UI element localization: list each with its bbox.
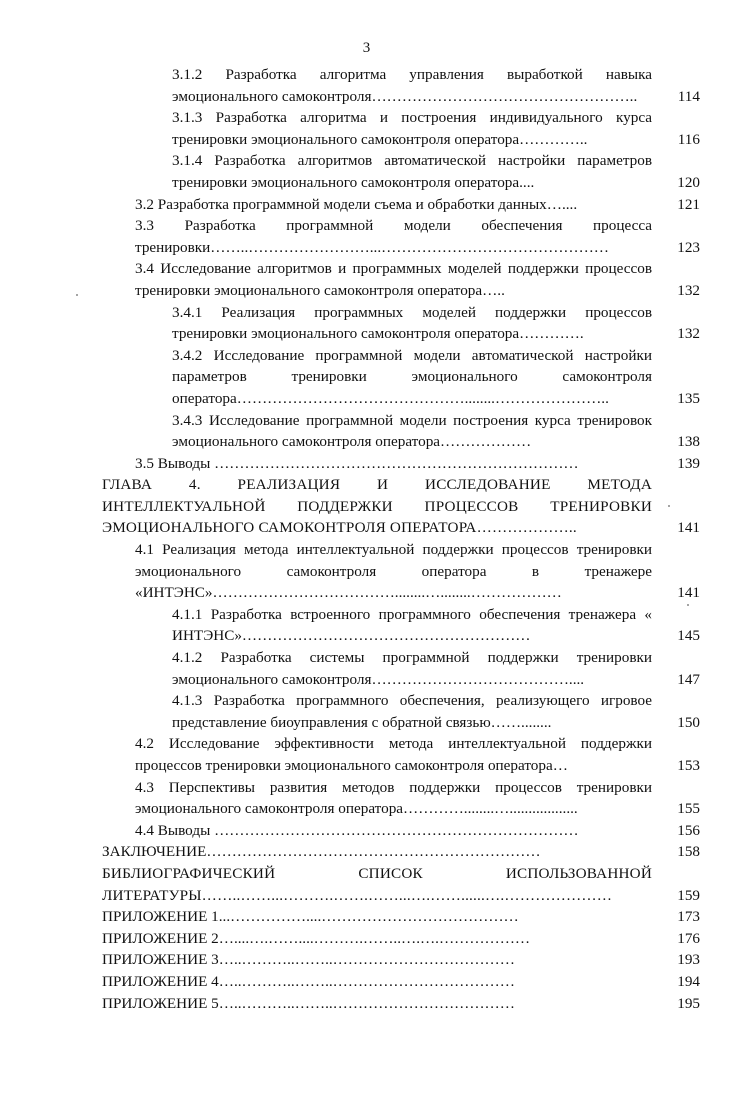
toc-entry-appendix-3	[102, 949, 700, 971]
toc-entry-3-2	[135, 194, 700, 216]
toc-entry-title: 4.3 Перспективы развития методов поддержки процессов тренировки эмоционального самоконтроля оператора…………........…..................	[135, 778, 652, 818]
toc-entry-page: 132	[677, 281, 700, 299]
toc-entry-4-2	[135, 733, 700, 776]
toc-entry-page: 194	[677, 972, 700, 990]
toc-entry-title: 3.5 Выводы ………………………………………………………………	[135, 454, 579, 472]
toc-entry-title: ЗАКЛЮЧЕНИЕ…………………………………………………………	[102, 843, 541, 861]
toc-entry-appendix-4	[102, 971, 700, 993]
toc-entry-4-1	[135, 539, 700, 604]
toc-entry-page: 139	[677, 454, 700, 472]
scan-speck	[76, 294, 78, 296]
toc-entry-3-4-2	[172, 345, 700, 410]
toc-entry-appendix-2	[102, 928, 700, 950]
table-of-contents	[102, 64, 700, 1014]
toc-entry-title: 3.4.2 Исследование программной модели автоматической настройки параметров тренировки эмоционального самоконтроля оператора………………………………………........…………………..	[172, 346, 652, 407]
toc-entry-3-4	[135, 258, 700, 301]
toc-entry-3-4-1	[172, 302, 700, 345]
toc-entry-page: 141	[677, 584, 700, 602]
toc-entry-4-1-2	[172, 647, 700, 690]
toc-entry-3-1-4	[172, 150, 700, 193]
toc-entry-title: 3.2 Разработка программной модели съема и обработки данных…....	[135, 195, 578, 213]
toc-entry-appendix-1	[102, 906, 700, 928]
toc-entry-3-1-3	[172, 107, 700, 150]
toc-entry-page: 193	[677, 951, 700, 969]
toc-entry-title: ПРИЛОЖЕНИЕ 3…..………..……..………………………………	[102, 951, 515, 969]
toc-entry-conclusion	[102, 841, 700, 863]
toc-entry-3-5	[135, 453, 700, 475]
scan-speck	[687, 604, 689, 606]
toc-entry-title: 3.4.3 Исследование программной модели построения курса тренировок эмоционального самоконтроля оператора………………	[172, 411, 652, 451]
toc-entry-4-3	[135, 777, 700, 820]
toc-entry-page: 159	[677, 886, 700, 904]
toc-entry-3-1-2	[172, 64, 700, 107]
toc-entry-page: 141	[677, 519, 700, 537]
page-number: 3	[362, 40, 371, 56]
toc-entry-title: 4.1.3 Разработка программного обеспечения, реализующего игровое представление биоуправления с обратной связью……........	[172, 692, 652, 731]
toc-entry-page: 114	[677, 87, 700, 105]
scan-speck	[668, 505, 670, 507]
toc-entry-page: 150	[677, 713, 700, 731]
toc-entry-bibliography	[102, 863, 700, 906]
toc-entry-title: ГЛАВА 4. РЕАЛИЗАЦИЯ И ИССЛЕДОВАНИЕ МЕТОДА ИНТЕЛЛЕКТУАЛЬНОЙ ПОДДЕРЖКИ ПРОЦЕССОВ ТРЕНИРОВКИ ЭМОЦИОНАЛЬНОГО САМОКОНТРОЛЯ ОПЕРАТОРА………………..	[102, 476, 652, 537]
toc-entry-page: 173	[677, 908, 700, 926]
toc-entry-title: 3.3 Разработка программной модели обеспечения процесса тренировки……..……………………...………………………………………	[135, 217, 652, 256]
toc-entry-page: 153	[677, 757, 700, 774]
toc-entry-title: ПРИЛОЖЕНИЕ 4…..………..……..………………………………	[102, 972, 515, 990]
toc-entry-title: 3.1.2 Разработка алгоритма управления выработкой навыка эмоционального самоконтроля……………………………………………..	[172, 66, 652, 105]
toc-entry-title: 3.4.1 Реализация программных моделей поддержки процессов тренировки эмоционального самоконтроля оператора………….	[172, 303, 652, 343]
toc-entry-page: 132	[677, 325, 700, 343]
toc-entry-title: 4.1 Реализация метода интеллектуальной поддержки процессов тренировки эмоционального самоконтроля оператора в тренажере «ИНТЭНС»………………………………........…........………………	[135, 541, 652, 602]
toc-entry-title: БИБЛИОГРАФИЧЕСКИЙ СПИСОК ИСПОЛЬЗОВАННОЙ ЛИТЕРАТУРЫ……..……...……….…….……...….……......….…………………	[102, 864, 652, 904]
toc-entry-4-4	[135, 820, 700, 842]
toc-entry-title: 4.2 Исследование эффективности метода интеллектуальной поддержки процессов тренировки эмоционального самоконтроля оператора…	[135, 735, 652, 774]
toc-entry-title: 4.1.2 Разработка системы программной поддержки тренировки эмоционального самоконтроля…………………………………....	[172, 649, 652, 688]
toc-entry-3-4-3	[172, 410, 700, 453]
toc-entry-page: 147	[677, 670, 700, 688]
toc-entry-title: 3.1.3 Разработка алгоритма и построения индивидуального курса тренировки эмоционального самоконтроля оператора…………..	[172, 109, 652, 148]
toc-entry-title: ПРИЛОЖЕНИЕ 5…..………..……..………………………………	[102, 994, 515, 1012]
toc-entry-page: 176	[677, 929, 700, 947]
toc-entry-title: 4.4 Выводы ………………………………………………………………	[135, 821, 579, 839]
toc-entry-chapter-4	[102, 474, 700, 539]
toc-entry-title: ПРИЛОЖЕНИЕ 2…....….……....……….……..….….………………	[102, 929, 531, 947]
toc-entry-title: 4.1.1 Разработка встроенного программного обеспечения тренажера « ИНТЭНС»…………………………………………………	[172, 605, 652, 645]
toc-entry-page: 135	[677, 389, 700, 407]
toc-entry-title: 3.4 Исследование алгоритмов и программных моделей поддержки процессов тренировки эмоционального самоконтроля оператора…..	[135, 260, 652, 299]
toc-entry-appendix-5	[102, 993, 700, 1015]
toc-entry-page: 145	[677, 627, 700, 645]
toc-entry-3-3	[135, 215, 700, 258]
toc-entry-page: 123	[677, 238, 700, 256]
toc-entry-page: 195	[677, 994, 700, 1012]
toc-entry-title: 3.1.4 Разработка алгоритмов автоматической настройки параметров тренировки эмоционального самоконтроля оператора....	[172, 152, 652, 191]
toc-entry-page: 155	[677, 800, 700, 818]
toc-entry-page: 116	[677, 130, 700, 148]
toc-entry-page: 120	[677, 173, 700, 191]
toc-entry-title: ПРИЛОЖЕНИЕ 1...……………....…………………………………	[102, 908, 519, 926]
toc-entry-page: 156	[677, 821, 700, 839]
toc-entry-4-1-3	[172, 690, 700, 733]
toc-entry-page: 158	[677, 843, 700, 861]
toc-entry-4-1-1	[172, 604, 700, 647]
toc-entry-page: 121	[677, 195, 700, 213]
toc-entry-page: 138	[677, 433, 700, 451]
